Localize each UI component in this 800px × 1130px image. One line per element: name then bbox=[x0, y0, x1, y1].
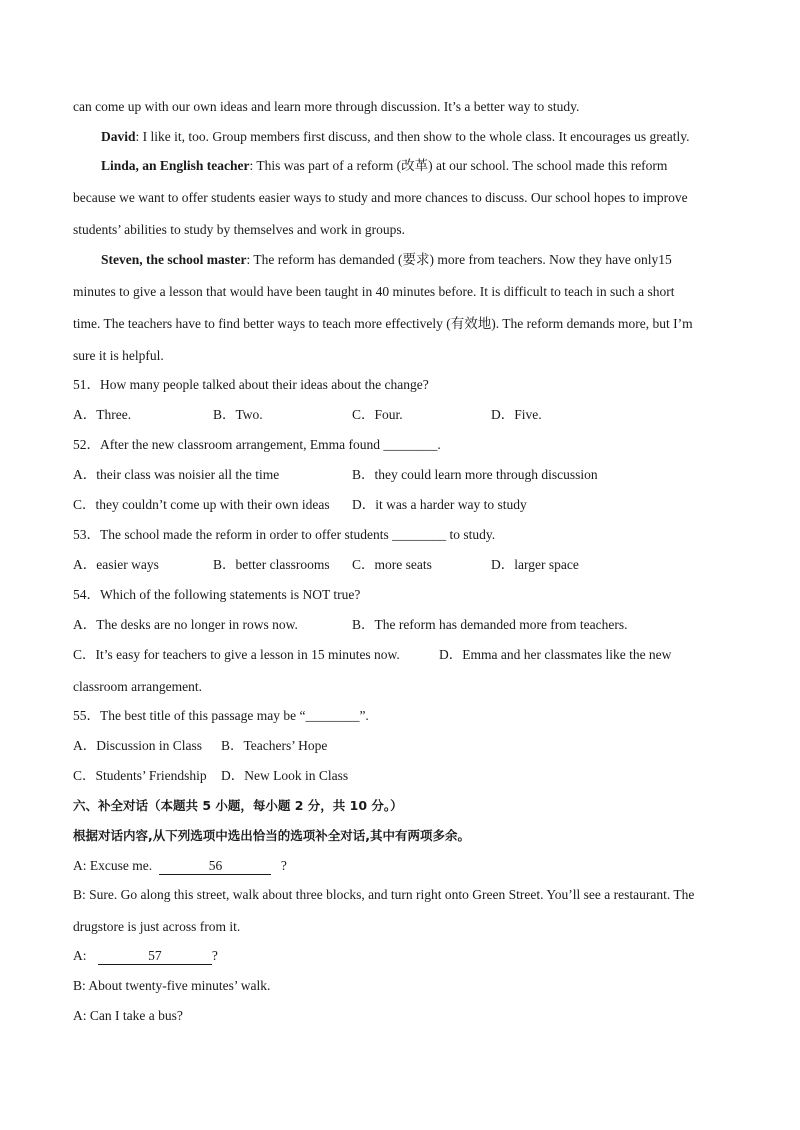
passage-line: can come up with our own ideas and learn more through discussion. It’s a better way to study. bbox=[73, 99, 580, 114]
question-stem: 54．Which of the following statements is NOT true? bbox=[73, 587, 361, 602]
dialogue-line bbox=[73, 947, 218, 965]
question-stem: 51．How many people talked about their ideas about the change? bbox=[73, 377, 429, 392]
speaker-text: : I like it, too. Group members first discuss, and then show to the whole class. It encourages us greatly. bbox=[135, 129, 690, 144]
dialogue-line: drugstore is just across from it. bbox=[73, 919, 241, 934]
section-heading: 六、补全对话（本题共 5 小题，每小题 2 分，共 10 分。） bbox=[73, 798, 403, 813]
question-stem: 55．The best title of this passage may be “________”. bbox=[73, 708, 369, 723]
passage-line: students’ abilities to study by themselves and work in groups. bbox=[73, 222, 405, 237]
option-a[interactable]: A．Three. bbox=[73, 407, 132, 422]
question-mark: ? bbox=[211, 948, 218, 963]
speaker-name: David bbox=[101, 129, 136, 144]
speaker-name: Steven, the school master bbox=[101, 252, 247, 267]
question-mark: ? bbox=[280, 858, 287, 873]
speaker-text: : This was part of a reform (改革) at our school. The school made this reform bbox=[249, 158, 668, 173]
option-c[interactable]: C．they couldn’t come up with their own ideas bbox=[73, 497, 330, 512]
dialogue-line: B: About twenty-five minutes’ walk. bbox=[73, 978, 271, 993]
option-c[interactable]: C．Students’ Friendship bbox=[73, 768, 207, 783]
option-a[interactable]: A．easier ways bbox=[73, 557, 159, 572]
option-b[interactable]: B．Teachers’ Hope bbox=[221, 738, 328, 753]
question-stem: 52．After the new classroom arrangement, Emma found ________. bbox=[73, 437, 441, 452]
steven-paragraph bbox=[101, 251, 672, 269]
passage-line: time. The teachers have to find better ways to teach more effectively (有效地). The reform demands more, but I’m bbox=[73, 316, 693, 331]
david-paragraph bbox=[101, 128, 690, 146]
speaker-name: Linda, an English teacher bbox=[101, 158, 250, 173]
option-d[interactable]: D．Five. bbox=[491, 407, 542, 422]
dialogue-line: A: Can I take a bus? bbox=[73, 1008, 183, 1023]
answer-blank-57[interactable]: 57 bbox=[98, 948, 212, 965]
option-d[interactable]: D．Emma and her classmates like the new bbox=[439, 647, 672, 662]
option-d-continued: classroom arrangement. bbox=[73, 679, 202, 694]
option-d[interactable]: D．New Look in Class bbox=[221, 768, 349, 783]
option-c[interactable]: C．Four. bbox=[352, 407, 403, 422]
dialogue-line: B: Sure. Go along this street, walk about three blocks, and turn right onto Green Street. You’ll see a restaurant. The bbox=[73, 887, 695, 902]
option-d[interactable]: D．larger space bbox=[491, 557, 579, 572]
option-b[interactable]: B．they could learn more through discussion bbox=[352, 467, 598, 482]
option-a[interactable]: A．The desks are no longer in rows now. bbox=[73, 617, 298, 632]
option-b[interactable]: B．The reform has demanded more from teachers. bbox=[352, 617, 628, 632]
passage-line: because we want to offer students easier ways to study and more chances to discuss. Our school hopes to improve bbox=[73, 190, 688, 205]
answer-blank-56[interactable]: 56 bbox=[159, 858, 271, 875]
option-c[interactable]: C．It’s easy for teachers to give a lesson in 15 minutes now. bbox=[73, 647, 400, 662]
linda-paragraph bbox=[101, 157, 667, 175]
section-instruction: 根据对话内容,从下列选项中选出恰当的选项补全对话,其中有两项多余。 bbox=[73, 828, 470, 843]
speaker-text: : The reform has demanded (要求) more from teachers. Now they have only15 bbox=[246, 252, 672, 267]
option-a[interactable]: A．Discussion in Class bbox=[73, 738, 203, 753]
option-b[interactable]: B．Two. bbox=[213, 407, 263, 422]
option-a[interactable]: A．their class was noisier all the time bbox=[73, 467, 280, 482]
passage-line: minutes to give a lesson that would have been taught in 40 minutes before. It is difficult to teach in such a short bbox=[73, 284, 675, 299]
question-stem: 53．The school made the reform in order to offer students ________ to study. bbox=[73, 527, 496, 542]
dialogue-speaker-text: A: bbox=[73, 948, 87, 963]
dialogue-line bbox=[73, 857, 287, 875]
option-b[interactable]: B．better classrooms bbox=[213, 557, 330, 572]
dialogue-speaker-text: A: Excuse me. bbox=[73, 858, 153, 873]
option-c[interactable]: C．more seats bbox=[352, 557, 432, 572]
passage-line: sure it is helpful. bbox=[73, 348, 164, 363]
option-d[interactable]: D．it was a harder way to study bbox=[352, 497, 527, 512]
